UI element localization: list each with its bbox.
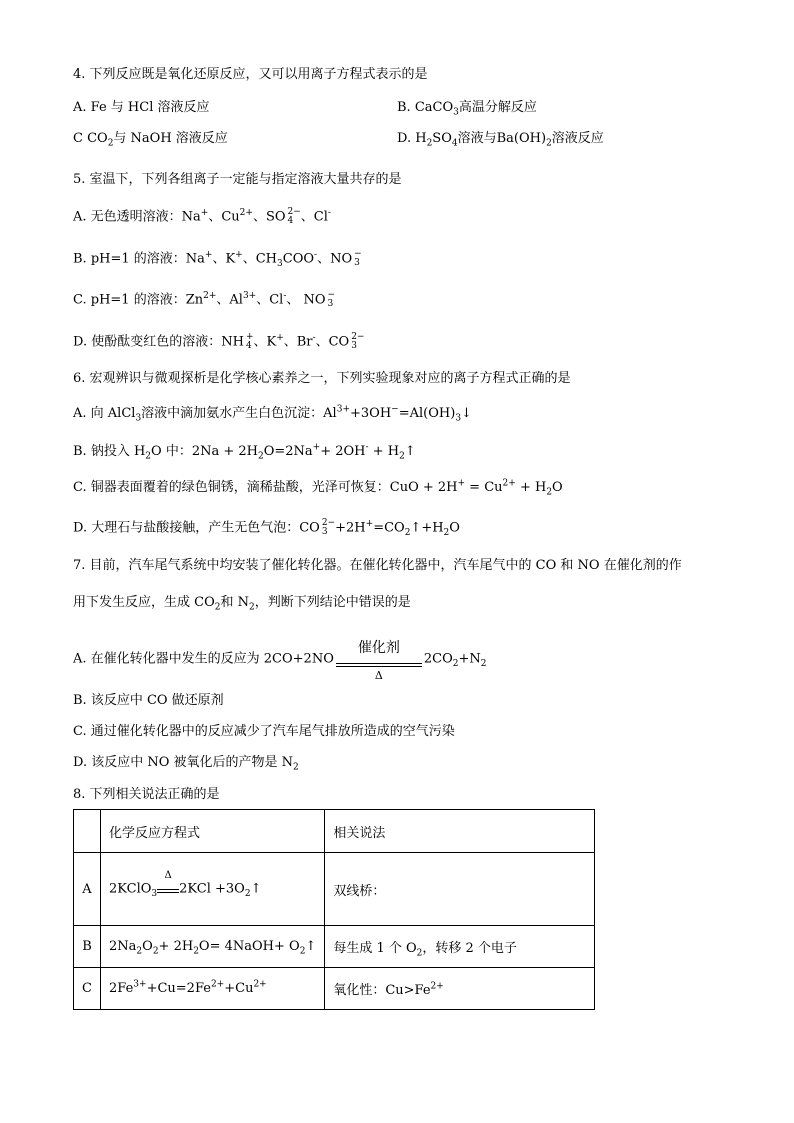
q7-option-a: A. 在催化转化器中发生的反应为 2CO+2NO 催化剂 Δ $2CO_2+N_2$ — [73, 640, 487, 682]
row-label: B — [74, 926, 101, 968]
q4-option-a: A. Fe 与 HCl 溶液反应 — [73, 100, 210, 115]
q4-option-d: D. $H_2SO_4$溶液与$Ba(OH)_2$溶液反应 — [397, 131, 604, 149]
q4-stem: 4. 下列反应既是氧化还原反应，又可以用离子方程式表示的是 — [73, 67, 428, 82]
table-header-blank — [74, 810, 101, 853]
table-row — [74, 853, 595, 926]
q6-stem: 6. 宏观辨识与微观探析是化学核心素养之一，下列实验现象对应的离子方程式正确的是 — [73, 371, 571, 386]
row-description: 每生成 1 个 $O_2$，转移 2 个电子 — [325, 926, 595, 968]
q6-option-c: C. 铜器表面覆着的绿色铜锈，滴稀盐酸，光泽可恢复：CuO + $2H^+ = Cu^{2+} + H_2O$ — [73, 478, 563, 498]
q5-option-b: B. pH=1 的溶液：Na+、K+、$CH_3COO^-$、NO − 3 — [73, 249, 362, 270]
catalyst-condition: 催化剂 Δ — [336, 645, 422, 673]
row-label: A — [74, 853, 101, 926]
q5-option-a: A. 无色透明溶液：Na+、$Cu^{2+}$、SO 2− 4 、Cl- — [73, 207, 331, 226]
row-label: C — [74, 968, 101, 1010]
q4-option-c: C $CO_2$与 NaOH 溶液反应 — [73, 131, 228, 149]
table-header-description: 相关说法 — [325, 810, 595, 853]
q5-option-c: C. pH=1 的溶液：$Zn^{2+}$、$Al^{3+}$、Cl-、 NO − 3 — [73, 290, 336, 309]
q4-option-b: B. CaCO$_3$高温分解反应 — [397, 100, 537, 118]
table-row — [74, 968, 595, 1010]
q7-stem-line1: 7. 目前，汽车尾气系统中均安装了催化转化器。在催化转化器中，汽车尾气中的 CO 和 NO 在催化剂的作 — [73, 558, 682, 573]
row-equation: 2KClO$_3$ Δ $2KCl +3O_2↑$ — [101, 853, 325, 926]
q6-option-b: B. 钠投入 $H_2O$ 中：$2Na + 2H_2O=2Na^++ 2OH^-$ + $H_2↑$ — [73, 442, 416, 462]
q6-option-d: D. 大理石与盐酸接触，产生无色气泡：CO 2− 3 $+2H^+=CO_2↑+H_2O$ — [73, 518, 460, 539]
row-equation: $2Fe^{3+}+Cu=2Fe^{2+}+Cu^{2+}$ — [101, 968, 325, 1010]
row-description: 氧化性：$Cu>Fe^{2+}$ — [325, 968, 595, 1010]
q7-option-d: D. 该反应中 NO 被氧化后的产物是 $N_2$ — [73, 755, 299, 773]
q7-option-c: C. 通过催化转化器中的反应减少了汽车尾气排放所造成的空气污染 — [73, 724, 455, 739]
q5-stem: 5. 室温下，下列各组离子一定能与指定溶液大量共存的是 — [73, 172, 402, 187]
q7-stem-line2: 用下发生反应，生成 $CO_2$和 $N_2$，判断下列结论中错误的是 — [73, 595, 411, 613]
row-description: 双线桥： — [325, 853, 595, 926]
row-equation: $2Na_2O_2+ 2H_2O=$ 4NaOH+ $O_2↑$ — [101, 926, 325, 968]
q8-stem: 8. 下列相关说法正确的是 — [73, 787, 220, 802]
q8-table — [73, 809, 595, 1010]
q5-option-d: D. 使酚酞变红色的溶液：NH + 4 、K+、Br-、CO 2− 3 — [73, 332, 365, 351]
table-header-equation: 化学反应方程式 — [101, 810, 325, 853]
q6-option-a: A. 向 AlCl$_3$溶液中滴加氨水产生白色沉淀：$Al^{3+}+3OH^-=Al(OH)_3↓$ — [73, 404, 472, 424]
table-header-row — [74, 810, 595, 853]
q7-option-b: B. 该反应中 CO 做还原剂 — [73, 693, 224, 708]
table-row — [74, 926, 595, 968]
